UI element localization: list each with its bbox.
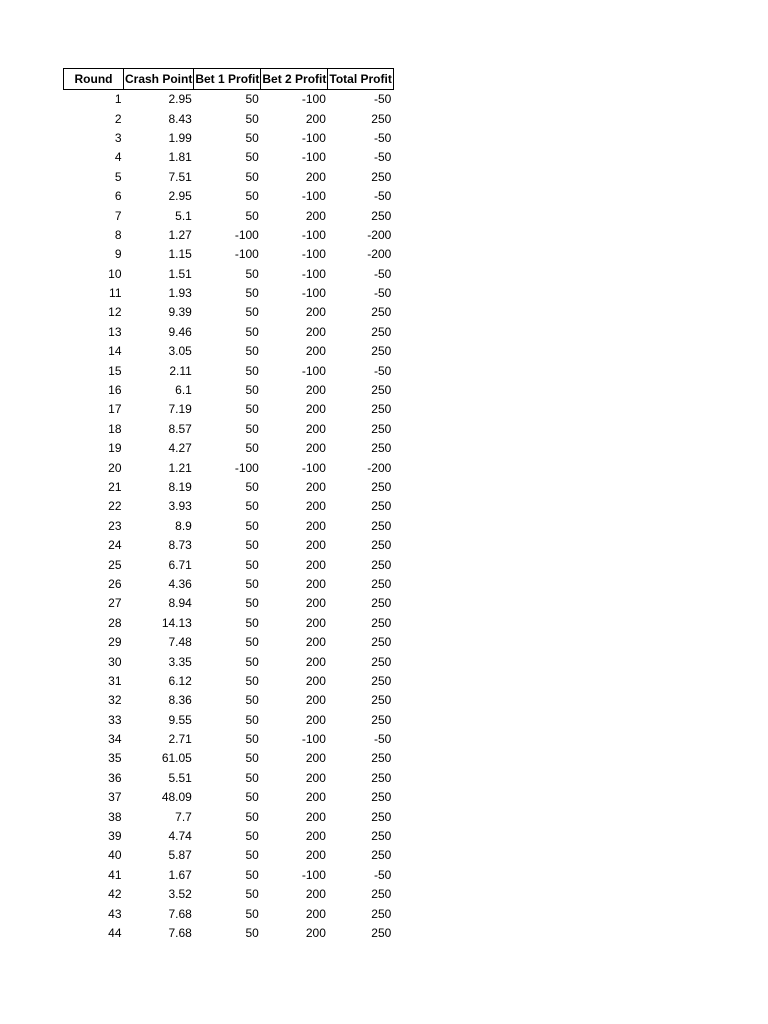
cell-crash-point[interactable]: 8.19 — [168, 480, 192, 494]
cell-round[interactable]: 8 — [114, 227, 122, 242]
cell-bet-2-profit[interactable]: 200 — [305, 673, 326, 688]
cell-bet-2-profit[interactable]: 200 — [305, 887, 326, 902]
cell-bet-2-profit[interactable]: -100 — [301, 247, 326, 262]
cell-total-profit[interactable]: 250 — [371, 441, 392, 456]
cell-bet-1-profit[interactable]: 50 — [245, 344, 259, 359]
cell-round[interactable]: 29 — [108, 635, 122, 650]
cell-round[interactable]: 2 — [114, 111, 122, 126]
cell-round[interactable]: 38 — [108, 809, 122, 824]
cell-bet-1-profit[interactable]: 50 — [245, 286, 259, 301]
cell-bet-2-profit[interactable]: 200 — [305, 829, 326, 844]
header-cell-bet-2-profit[interactable]: Bet 2 Profit — [261, 69, 328, 90]
cell-bet-2-profit[interactable]: 200 — [305, 499, 326, 514]
cell-crash-point[interactable]: 6.12 — [168, 673, 192, 688]
cell-crash-point[interactable]: 9.46 — [168, 324, 192, 339]
cell-total-profit[interactable]: 250 — [371, 421, 392, 436]
cell-bet-2-profit[interactable]: 200 — [305, 324, 326, 339]
cell-round[interactable]: 11 — [109, 286, 122, 301]
cell-bet-2-profit[interactable]: 200 — [305, 790, 326, 805]
cell-round[interactable]: 21 — [108, 480, 122, 494]
cell-round[interactable]: 7 — [114, 208, 122, 223]
cell-bet-1-profit[interactable]: 50 — [245, 596, 259, 611]
cell-bet-1-profit[interactable]: 50 — [245, 402, 259, 417]
cell-round[interactable]: 6 — [114, 189, 122, 204]
cell-total-profit[interactable]: 250 — [371, 693, 392, 708]
cell-bet-2-profit[interactable]: 200 — [305, 557, 326, 572]
cell-total-profit[interactable]: -200 — [367, 460, 392, 475]
cell-bet-2-profit[interactable]: 200 — [305, 809, 326, 824]
cell-bet-1-profit[interactable]: -100 — [234, 247, 259, 262]
table-row — [64, 730, 394, 749]
cell-round[interactable]: 36 — [108, 770, 122, 785]
table-row — [64, 420, 394, 439]
cell-crash-point[interactable]: 2.11 — [169, 363, 192, 378]
cell-bet-2-profit[interactable]: -100 — [301, 867, 326, 882]
cell-round[interactable]: 26 — [108, 576, 122, 591]
cell-round[interactable]: 39 — [108, 829, 122, 844]
cell-bet-2-profit[interactable]: 200 — [305, 693, 326, 708]
cell-bet-1-profit[interactable]: 50 — [245, 557, 259, 572]
cell-total-profit[interactable]: 250 — [371, 344, 392, 359]
table-row — [64, 400, 394, 419]
table-row — [64, 846, 394, 865]
header-cell-total-profit[interactable]: Total Profit — [328, 69, 393, 90]
cell-bet-2-profit[interactable]: -100 — [301, 732, 326, 747]
cell-crash-point[interactable]: 7.68 — [168, 925, 192, 940]
cell-bet-2-profit[interactable]: -100 — [301, 92, 326, 107]
cell-bet-1-profit[interactable]: 50 — [245, 266, 259, 281]
table-row — [64, 361, 394, 380]
cell-bet-1-profit[interactable]: 50 — [245, 480, 259, 494]
spreadsheet-table — [63, 68, 394, 943]
table-row — [64, 769, 394, 788]
cell-bet-2-profit[interactable]: 200 — [305, 344, 326, 359]
cell-round[interactable]: 1 — [114, 92, 122, 107]
table-row — [64, 672, 394, 691]
cell-bet-2-profit[interactable]: 200 — [305, 111, 326, 126]
cell-bet-2-profit[interactable]: 200 — [305, 770, 326, 785]
cell-round[interactable]: 28 — [108, 615, 122, 630]
cell-bet-1-profit[interactable]: 50 — [245, 693, 259, 708]
table-row — [64, 478, 394, 497]
header-cell-round[interactable]: Round — [64, 69, 124, 90]
cell-bet-2-profit[interactable]: 200 — [305, 383, 326, 398]
cell-total-profit[interactable]: -50 — [373, 363, 392, 378]
cell-bet-1-profit[interactable]: 50 — [245, 809, 259, 824]
cell-crash-point[interactable]: 3.05 — [168, 344, 192, 359]
cell-total-profit[interactable]: -50 — [373, 150, 392, 165]
cell-bet-1-profit[interactable]: 50 — [245, 654, 259, 669]
cell-crash-point[interactable]: 9.55 — [168, 712, 192, 727]
cell-bet-1-profit[interactable]: 50 — [245, 848, 259, 863]
table-row — [64, 827, 394, 846]
cell-bet-1-profit[interactable]: 50 — [245, 829, 259, 844]
table-row — [64, 148, 394, 167]
table-row — [64, 497, 394, 516]
table-row — [64, 381, 394, 400]
cell-total-profit[interactable]: 250 — [371, 654, 392, 669]
table-row — [64, 265, 394, 284]
cell-bet-1-profit[interactable]: 50 — [245, 324, 259, 339]
cell-total-profit[interactable]: 250 — [371, 790, 392, 805]
cell-round[interactable]: 31 — [108, 673, 122, 688]
table-row — [64, 90, 394, 110]
cell-crash-point[interactable]: 1.93 — [168, 286, 192, 301]
cell-bet-1-profit[interactable]: 50 — [245, 712, 259, 727]
cell-crash-point[interactable]: 2.95 — [168, 92, 192, 107]
cell-round[interactable]: 4 — [114, 150, 122, 165]
cell-round[interactable]: 37 — [108, 790, 122, 805]
table-row — [64, 458, 394, 477]
cell-bet-1-profit[interactable]: 50 — [245, 615, 259, 630]
header-row — [64, 69, 394, 90]
cell-round[interactable]: 18 — [108, 421, 122, 436]
table-row — [64, 129, 394, 148]
cell-bet-2-profit[interactable]: 200 — [305, 596, 326, 611]
cell-crash-point[interactable]: 9.39 — [168, 305, 192, 320]
cell-total-profit[interactable]: 250 — [371, 906, 392, 921]
cell-bet-1-profit[interactable]: 50 — [245, 751, 259, 766]
cell-crash-point[interactable]: 5.87 — [168, 848, 192, 863]
cell-total-profit[interactable]: 250 — [371, 208, 392, 223]
cell-round[interactable]: 12 — [108, 305, 122, 320]
cell-bet-1-profit[interactable]: 50 — [245, 92, 259, 107]
cell-round[interactable]: 10 — [108, 266, 122, 281]
cell-round[interactable]: 9 — [114, 247, 122, 262]
cell-crash-point[interactable]: 5.1 — [175, 208, 192, 223]
table-row — [64, 614, 394, 633]
cell-total-profit[interactable]: 250 — [371, 712, 392, 727]
cell-bet-2-profit[interactable]: 200 — [305, 421, 326, 436]
cell-bet-1-profit[interactable]: 50 — [245, 673, 259, 688]
cell-total-profit[interactable]: -50 — [373, 286, 392, 301]
cell-total-profit[interactable]: 250 — [371, 538, 392, 553]
cell-bet-2-profit[interactable]: 200 — [305, 635, 326, 650]
cell-bet-2-profit[interactable]: -100 — [301, 130, 326, 145]
cell-crash-point[interactable]: 8.94 — [168, 596, 192, 611]
cell-bet-2-profit[interactable]: 200 — [305, 751, 326, 766]
cell-crash-point[interactable]: 3.93 — [168, 499, 192, 514]
cell-bet-2-profit[interactable]: 200 — [305, 208, 326, 223]
cell-round[interactable]: 25 — [108, 557, 122, 572]
cell-round[interactable]: 40 — [108, 848, 122, 863]
cell-round[interactable]: 20 — [108, 460, 122, 475]
cell-bet-2-profit[interactable]: 200 — [305, 576, 326, 591]
cell-total-profit[interactable]: -50 — [373, 92, 392, 107]
cell-crash-point[interactable]: 1.67 — [168, 867, 192, 882]
cell-bet-2-profit[interactable]: 200 — [305, 169, 326, 184]
cell-total-profit[interactable]: 250 — [371, 383, 392, 398]
table-row — [64, 226, 394, 245]
table-row — [64, 749, 394, 768]
cell-bet-2-profit[interactable]: 200 — [305, 654, 326, 669]
cell-crash-point[interactable]: 7.51 — [168, 169, 192, 184]
cell-round[interactable]: 22 — [108, 499, 122, 514]
table-row — [64, 807, 394, 826]
table-row — [64, 342, 394, 361]
table-row — [64, 594, 394, 613]
cell-crash-point[interactable]: 8.43 — [168, 111, 192, 126]
cell-bet-2-profit[interactable]: 200 — [305, 480, 326, 494]
cell-bet-2-profit[interactable]: -100 — [301, 150, 326, 165]
table-row — [64, 206, 394, 225]
cell-crash-point[interactable]: 1.27 — [168, 227, 192, 242]
cell-crash-point[interactable]: 8.9 — [175, 518, 192, 533]
cell-crash-point[interactable]: 48.09 — [161, 790, 192, 805]
cell-round[interactable]: 43 — [108, 906, 122, 921]
cell-crash-point[interactable]: 7.68 — [168, 906, 192, 921]
table-row — [64, 924, 394, 943]
cell-bet-1-profit[interactable]: 50 — [245, 906, 259, 921]
cell-bet-2-profit[interactable]: 200 — [305, 305, 326, 320]
cell-crash-point[interactable]: 1.81 — [168, 150, 192, 165]
cell-total-profit[interactable]: 250 — [371, 848, 392, 863]
cell-bet-1-profit[interactable]: 50 — [245, 169, 259, 184]
cell-bet-1-profit[interactable]: 50 — [245, 732, 259, 747]
table-row — [64, 555, 394, 574]
cell-crash-point[interactable]: 8.36 — [168, 693, 192, 708]
cell-round[interactable]: 24 — [108, 538, 122, 553]
cell-round[interactable]: 44 — [108, 925, 122, 940]
table-row — [64, 303, 394, 322]
cell-total-profit[interactable]: 250 — [371, 770, 392, 785]
cell-bet-2-profit[interactable]: 200 — [305, 441, 326, 456]
cell-bet-1-profit[interactable]: 50 — [245, 499, 259, 514]
cell-crash-point[interactable]: 3.52 — [168, 887, 192, 902]
cell-bet-2-profit[interactable]: -100 — [301, 227, 326, 242]
cell-round[interactable]: 3 — [114, 130, 122, 145]
cell-round[interactable]: 14 — [108, 344, 122, 359]
cell-round[interactable]: 41 — [108, 867, 122, 882]
cell-total-profit[interactable]: 250 — [371, 829, 392, 844]
cell-crash-point[interactable]: 2.95 — [168, 189, 192, 204]
cell-bet-2-profit[interactable]: -100 — [301, 286, 326, 301]
cell-total-profit[interactable]: 250 — [371, 518, 392, 533]
cell-total-profit[interactable]: 250 — [371, 596, 392, 611]
cell-round[interactable]: 42 — [108, 887, 122, 902]
cell-bet-2-profit[interactable]: 200 — [305, 848, 326, 863]
table-row — [64, 168, 394, 187]
cell-round[interactable]: 33 — [108, 712, 122, 727]
cell-bet-2-profit[interactable]: 200 — [305, 925, 326, 940]
cell-total-profit[interactable]: -50 — [373, 867, 392, 882]
cell-bet-1-profit[interactable]: 50 — [245, 518, 259, 533]
cell-bet-2-profit[interactable]: 200 — [305, 906, 326, 921]
cell-bet-1-profit[interactable]: 50 — [245, 635, 259, 650]
cell-total-profit[interactable]: -50 — [373, 130, 392, 145]
cell-bet-1-profit[interactable]: 50 — [245, 189, 259, 204]
cell-bet-1-profit[interactable]: -100 — [234, 227, 259, 242]
table-row — [64, 284, 394, 303]
cell-bet-1-profit[interactable]: 50 — [245, 130, 259, 145]
cell-bet-1-profit[interactable]: 50 — [245, 305, 259, 320]
table-row — [64, 691, 394, 710]
cell-total-profit[interactable]: -50 — [373, 266, 392, 281]
table-row — [64, 575, 394, 594]
cell-bet-2-profit[interactable]: -100 — [301, 363, 326, 378]
cell-bet-1-profit[interactable]: 50 — [245, 441, 259, 456]
cell-total-profit[interactable]: -200 — [367, 247, 392, 262]
cell-round[interactable]: 27 — [108, 596, 122, 611]
cell-crash-point[interactable]: 1.21 — [168, 460, 192, 475]
cell-total-profit[interactable]: 250 — [371, 925, 392, 940]
cell-round[interactable]: 17 — [108, 402, 122, 417]
cell-crash-point[interactable]: 4.36 — [168, 576, 192, 591]
table-row — [64, 711, 394, 730]
cell-total-profit[interactable]: 250 — [371, 480, 392, 494]
cell-bet-1-profit[interactable]: 50 — [245, 150, 259, 165]
cell-bet-1-profit[interactable]: 50 — [245, 111, 259, 126]
cell-crash-point[interactable]: 2.71 — [168, 732, 192, 747]
cell-crash-point[interactable]: 4.74 — [168, 829, 192, 844]
cell-bet-1-profit[interactable]: 50 — [245, 208, 259, 223]
header-cell-bet-1-profit[interactable]: Bet 1 Profit — [194, 69, 261, 90]
cell-total-profit[interactable]: 250 — [371, 809, 392, 824]
table-row — [64, 885, 394, 904]
cell-bet-2-profit[interactable]: 200 — [305, 402, 326, 417]
cell-crash-point[interactable]: 1.51 — [168, 266, 192, 281]
cell-round[interactable]: 32 — [108, 693, 122, 708]
cell-bet-1-profit[interactable]: 50 — [245, 887, 259, 902]
cell-crash-point[interactable]: 6.1 — [175, 383, 192, 398]
cell-bet-2-profit[interactable]: -100 — [301, 189, 326, 204]
cell-bet-2-profit[interactable]: 200 — [305, 518, 326, 533]
cell-bet-1-profit[interactable]: 50 — [245, 538, 259, 553]
cell-bet-2-profit[interactable]: -100 — [301, 266, 326, 281]
cell-bet-2-profit[interactable]: 200 — [305, 712, 326, 727]
table-row — [64, 517, 394, 536]
table-row — [64, 652, 394, 671]
cell-crash-point[interactable]: 14.13 — [161, 615, 192, 630]
cell-total-profit[interactable]: 250 — [371, 887, 392, 902]
cell-crash-point[interactable]: 8.73 — [168, 538, 192, 553]
cell-crash-point[interactable]: 1.99 — [168, 130, 192, 145]
table-row — [64, 536, 394, 555]
cell-round[interactable]: 13 — [108, 324, 122, 339]
cell-bet-1-profit[interactable]: 50 — [245, 383, 259, 398]
cell-bet-1-profit[interactable]: 50 — [245, 925, 259, 940]
cell-bet-1-profit[interactable]: -100 — [234, 460, 259, 475]
cell-crash-point[interactable]: 6.71 — [168, 557, 192, 572]
table-row — [64, 439, 394, 458]
cell-bet-2-profit[interactable]: -100 — [301, 460, 326, 475]
table-row — [64, 633, 394, 652]
cell-round[interactable]: 34 — [108, 732, 122, 747]
cell-total-profit[interactable]: -200 — [367, 227, 392, 242]
cell-crash-point[interactable]: 5.51 — [168, 770, 192, 785]
cell-total-profit[interactable]: -50 — [373, 732, 392, 747]
cell-total-profit[interactable]: 250 — [371, 402, 392, 417]
cell-bet-1-profit[interactable]: 50 — [245, 770, 259, 785]
cell-crash-point[interactable]: 7.48 — [168, 635, 192, 650]
cell-bet-2-profit[interactable]: 200 — [305, 538, 326, 553]
cell-total-profit[interactable]: 250 — [371, 673, 392, 688]
cell-bet-1-profit[interactable]: 50 — [245, 363, 259, 378]
cell-total-profit[interactable]: -50 — [373, 189, 392, 204]
cell-total-profit[interactable]: 250 — [371, 615, 392, 630]
table-row — [64, 866, 394, 885]
cell-crash-point[interactable]: 4.27 — [168, 441, 192, 456]
cell-total-profit[interactable]: 250 — [371, 305, 392, 320]
cell-crash-point[interactable]: 1.15 — [168, 247, 192, 262]
cell-total-profit[interactable]: 250 — [371, 576, 392, 591]
cell-bet-2-profit[interactable]: 200 — [305, 615, 326, 630]
cell-total-profit[interactable]: 250 — [371, 751, 392, 766]
cell-crash-point[interactable]: 3.35 — [168, 654, 192, 669]
table-row — [64, 904, 394, 923]
cell-crash-point[interactable]: 7.19 — [168, 402, 192, 417]
cell-crash-point[interactable]: 8.57 — [168, 421, 192, 436]
cell-round[interactable]: 19 — [108, 441, 122, 456]
table-body — [64, 90, 394, 944]
table-row — [64, 788, 394, 807]
cell-bet-1-profit[interactable]: 50 — [245, 576, 259, 591]
cell-total-profit[interactable]: 250 — [371, 169, 392, 184]
table-row — [64, 109, 394, 128]
cell-total-profit[interactable]: 250 — [371, 635, 392, 650]
cell-bet-1-profit[interactable]: 50 — [245, 867, 259, 882]
cell-total-profit[interactable]: 250 — [371, 499, 392, 514]
cell-total-profit[interactable]: 250 — [371, 557, 392, 572]
table-row — [64, 245, 394, 264]
cell-total-profit[interactable]: 250 — [371, 324, 392, 339]
cell-bet-1-profit[interactable]: 50 — [245, 421, 259, 436]
table-row — [64, 323, 394, 342]
cell-total-profit[interactable]: 250 — [371, 111, 392, 126]
cell-round[interactable]: 30 — [108, 654, 122, 669]
cell-crash-point[interactable]: 61.05 — [161, 751, 192, 766]
cell-crash-point[interactable]: 7.7 — [175, 809, 192, 824]
table-row — [64, 187, 394, 206]
cell-round[interactable]: 15 — [108, 363, 122, 378]
cell-round[interactable]: 16 — [108, 383, 122, 398]
cell-round[interactable]: 5 — [114, 169, 122, 184]
header-cell-crash-point[interactable]: Crash Point — [124, 69, 194, 90]
cell-bet-1-profit[interactable]: 50 — [245, 790, 259, 805]
cell-round[interactable]: 35 — [108, 751, 122, 766]
cell-round[interactable]: 23 — [108, 518, 122, 533]
